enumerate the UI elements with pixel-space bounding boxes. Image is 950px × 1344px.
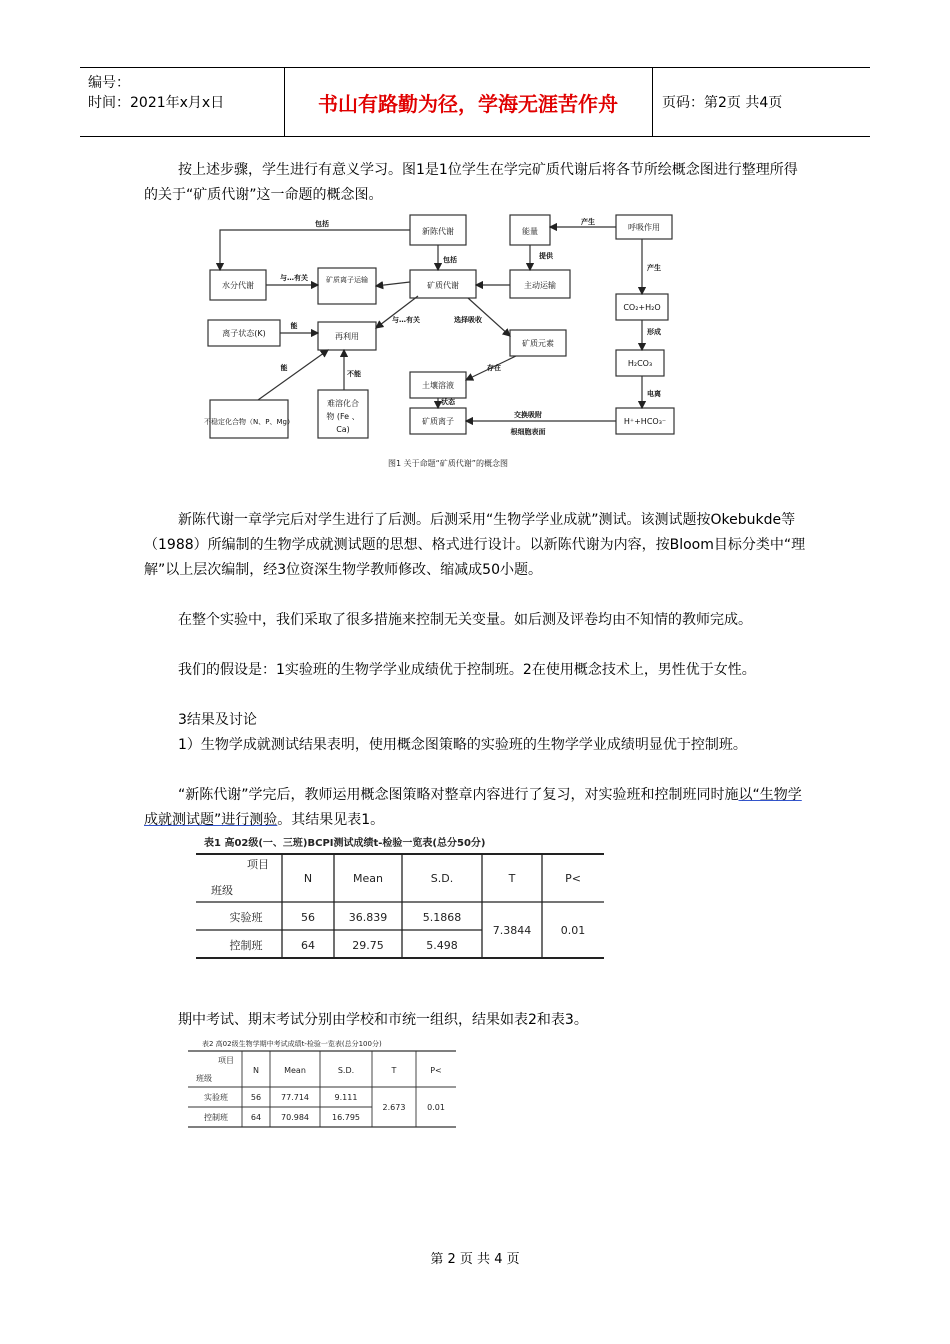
table-2-header-mean: Mean (284, 1066, 306, 1075)
node-kuangzhi-yuansu: 矿质元素 (522, 339, 554, 348)
edge-baokuo-2: 包括 (443, 256, 457, 264)
paragraph-3: 在整个实验中，我们采取了很多措施来控制无关变量。如后测及评卷均由不知情的教师完成。 (178, 612, 752, 628)
table-1-corner-top: 项目 (247, 858, 269, 871)
edge-chansheng-1: 产生 (581, 218, 595, 226)
paragraph-7-c: 。其结果见表1。 (277, 812, 385, 828)
node-kuangzhi-daixie: 矿质代谢 (427, 281, 459, 290)
node-h-hco3: H⁺+HCO₃⁻ (623, 417, 667, 426)
edge-buneng: 不能 (347, 370, 361, 378)
table-2 (188, 1036, 460, 1131)
node-zhudong: 主动运输 (524, 281, 556, 290)
edge-jiaohuan-1: 交换吸附 (514, 411, 542, 419)
node-co2: CO₂+H₂O (623, 303, 661, 312)
table-2-row-1-n: 56 (250, 1093, 262, 1102)
node-shuifen: 水分代谢 (222, 281, 254, 290)
paragraph-8: 期中考试、期末考试分别由学校和市统一组织，结果如表2和表3。 (178, 1012, 588, 1028)
table-1-row-2-n: 64 (301, 939, 315, 952)
table-2-row-2-n: 64 (250, 1113, 262, 1122)
page-label: 页码：第2页 共4页 (662, 95, 783, 111)
table-1-t: 7.3844 (492, 924, 532, 937)
paragraph-7-link: 以“生物学成就测试题”进行测验 (144, 787, 802, 828)
page-header (80, 67, 870, 137)
concept-map-figure (198, 210, 698, 480)
node-kuangzhi-yunshu: 矿质离子运输 (326, 276, 368, 284)
table-2-header-t: T (391, 1066, 397, 1075)
edge-baokuo-1: 包括 (315, 220, 329, 228)
table-1-row-2-mean: 29.75 (352, 939, 384, 952)
table-2-row-1-name: 实验班 (204, 1093, 228, 1102)
edge-xingcheng: 形成 (647, 328, 661, 336)
table-1-row-1-name: 实验班 (229, 911, 263, 924)
section-heading: 3结果及讨论 (178, 712, 257, 728)
edge-neng-2: 能 (280, 364, 288, 372)
node-nanrong-3: Ca) (336, 425, 350, 434)
table-2-row-1-mean: 77.714 (281, 1093, 309, 1102)
table-1 (196, 832, 608, 962)
node-lizi-k: 离子状态(K) (222, 329, 266, 338)
node-h2co3: H₂CO₃ (627, 359, 653, 368)
page-footer: 第 2 页 共 4 页 (430, 1252, 520, 1267)
node-nanrong-2: 物 (Fe 、 (326, 412, 360, 421)
edge-dianli: 电离 (647, 390, 661, 398)
table-2-title: 表2 高02级生物学期中考试成绩t-检验一览表(总分100分) (202, 1040, 382, 1048)
table-2-t: 2.673 (382, 1103, 406, 1112)
header-info-cell (80, 68, 285, 136)
node-xinchen: 新陈代谢 (422, 227, 454, 236)
motto: 书山有路勤为径，学海无涯苦作舟 (284, 68, 653, 136)
paragraph-7 (144, 783, 809, 833)
edge-tigong: 提供 (539, 252, 553, 260)
paragraph-7-a: “新陈代谢”学完后，教师运用概念图策略对整章内容进行了复习，对实验班和控制班同时施 (178, 787, 739, 803)
node-nanrong-1: 难溶化合 (327, 399, 359, 408)
node-zai-liyong: 再利用 (335, 332, 359, 341)
date-label: 时间：2021年x月x日 (88, 95, 225, 111)
edge-neng-1: 能 (290, 322, 298, 330)
node-huxi: 呼吸作用 (628, 223, 660, 232)
table-2-row-2-sd: 16.795 (332, 1113, 360, 1122)
table-1-header-t: T (508, 872, 516, 885)
figure-caption: 图1 关于命题“矿质代谢”的概念图 (388, 459, 508, 468)
table-1-p: 0.01 (560, 924, 586, 937)
table-1-title: 表1 高02级(一、三班)BCPI测试成绩t-检验一览表(总分50分) (204, 838, 486, 849)
edge-chansheng-2: 产生 (647, 264, 661, 272)
edge-yu-youguan-2: 与…有关 (392, 316, 420, 324)
paragraph-4: 我们的假设是：1实验班的生物学学业成绩优于控制班。2在使用概念技术上，男性优于女性。 (178, 662, 756, 678)
table-1-row-1-sd: 5.1868 (422, 911, 462, 924)
table-2-header-p: P< (430, 1066, 442, 1075)
edge-yu-youguan-1: 与…有关 (280, 274, 308, 282)
table-1-header-p: P< (565, 872, 581, 885)
table-1-row-2-name: 控制班 (229, 939, 263, 952)
table-1-header-mean: Mean (353, 872, 383, 885)
node-turang: 土壤溶液 (422, 381, 454, 390)
edge-xuanze: 选择吸收 (454, 316, 482, 324)
table-1-header-n: N (303, 872, 313, 885)
edge-jiaohuan-2: 根细胞表面 (510, 428, 546, 436)
table-2-corner-top: 项目 (218, 1056, 234, 1065)
node-kuangzhi-lizi: 矿质离子 (422, 417, 454, 426)
edge-cunzai: 存在 (487, 364, 501, 372)
table-2-row-2-name: 控制班 (204, 1113, 228, 1122)
table-2-header-n: N (253, 1066, 259, 1075)
number-label: 编号： (88, 75, 130, 91)
table-1-corner-bottom: 班级 (211, 884, 233, 897)
table-2-row-2-mean: 70.984 (281, 1113, 309, 1122)
table-2-corner-bottom: 班级 (196, 1074, 212, 1083)
paragraph-1: 按上述步骤，学生进行有意义学习。图1是1位学生在学完矿质代谢后将各节所绘概念图进行整理所得的关于“矿质代谢”这一命题的概念图。 (144, 162, 798, 203)
table-1-header-sd: S.D. (430, 872, 454, 885)
node-buwending: 不稳定化合物（N、P、Mg） (204, 418, 294, 426)
paragraph-6: 1）生物学成就测试结果表明，使用概念图策略的实验班的生物学学业成绩明显优于控制班。 (178, 737, 747, 753)
table-2-row-1-sd: 9.111 (334, 1093, 358, 1102)
table-1-row-1-mean: 36.839 (348, 911, 388, 924)
paragraph-2: 新陈代谢一章学完后对学生进行了后测。后测采用“生物学学业成就”测试。该测试题按Okebukde等（1988）所编制的生物学成就测试题的思想、格式进行设计。以新陈代谢为内容，按Bloom目标分类中“理解”以上层次编制，经3位资深生物学教师修改、缩减成50小题。 (144, 512, 806, 578)
edge-zhuangtai: 状态 (441, 398, 455, 406)
table-1-row-2-sd: 5.498 (426, 939, 458, 952)
node-nengliang: 能量 (522, 227, 538, 236)
table-2-p: 0.01 (427, 1103, 445, 1112)
table-2-header-sd: S.D. (337, 1066, 355, 1075)
table-1-row-1-n: 56 (301, 911, 315, 924)
